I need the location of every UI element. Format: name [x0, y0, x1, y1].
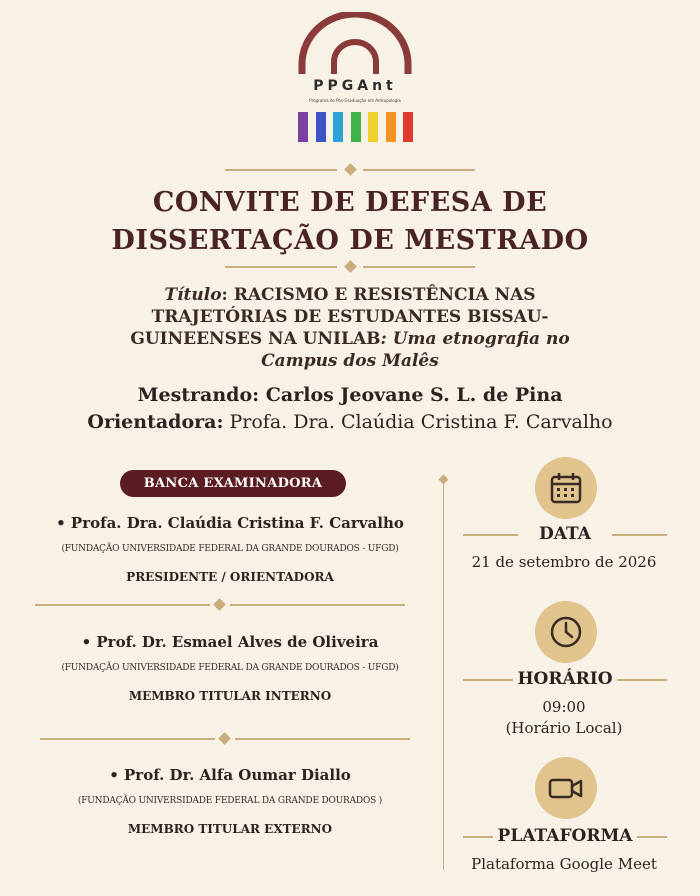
title-line-2: DISSERTAÇÃO DE MESTRADO — [111, 225, 589, 256]
thesis-subtitle: : Uma etnografia no Campus dos Malês — [261, 329, 570, 371]
thesis-title — [100, 284, 600, 372]
orientadora-label: Orientadora: — [87, 411, 224, 433]
plataforma-label — [455, 826, 675, 846]
member-name: • Profa. Dra. Claúdia Cristina F. Carvalho — [56, 514, 404, 532]
video-camera-icon — [535, 757, 597, 819]
vertical-divider — [443, 480, 444, 870]
top-divider — [225, 163, 475, 177]
member-name: • Prof. Dr. Esmael Alves de Oliveira — [81, 633, 379, 651]
member-divider — [35, 598, 405, 612]
calendar-icon — [535, 457, 597, 519]
mestrando-line — [0, 384, 700, 406]
data-label — [455, 524, 675, 544]
horario-label — [455, 669, 675, 689]
horario-value — [444, 697, 684, 739]
logo-wordmark: PPGAnt — [313, 78, 397, 94]
member-institution: (FUNDAÇÃO UNIVERSIDADE FEDERAL DA GRANDE DOURADOS ) — [77, 796, 383, 806]
member-role: MEMBRO TITULAR INTERNO — [128, 689, 332, 703]
banca-badge: BANCA EXAMINADORA — [120, 470, 346, 497]
plataforma-value: Plataforma Google Meet — [471, 855, 657, 873]
title-divider — [225, 260, 475, 274]
clock-icon — [535, 601, 597, 663]
ppgant-logo — [290, 12, 420, 134]
horario-note: (Horário Local) — [505, 719, 623, 737]
logo-arch-icon — [296, 12, 414, 76]
title-line-1: CONVITE DE DEFESA DE — [152, 187, 548, 218]
plataforma-label-text: PLATAFORMA — [497, 826, 633, 846]
member-role: PRESIDENTE / ORIENTADORA — [126, 570, 334, 584]
data-label-text: DATA — [539, 524, 591, 544]
member-institution: (FUNDAÇÃO UNIVERSIDADE FEDERAL DA GRANDE DOURADOS - UFGD) — [61, 544, 399, 554]
thesis-label: Título — [164, 285, 222, 305]
thesis-text: : RACISMO E RESISTÊNCIA NAS TRAJETÓRIAS DE ESTUDANTES BISSAU-GUINEENSES NA UNILAB — [130, 285, 549, 349]
banca-member — [20, 766, 440, 836]
page-title — [0, 184, 700, 260]
mestrando-name: Carlos Jeovane S. L. de Pina — [265, 384, 563, 406]
data-value: 21 de setembro de 2026 — [471, 553, 657, 571]
horario-time: 09:00 — [542, 698, 586, 716]
horario-label-text: HORÁRIO — [517, 669, 613, 689]
orientadora-line — [0, 411, 700, 433]
member-name: • Prof. Dr. Alfa Oumar Diallo — [109, 766, 351, 784]
logo-color-bars — [298, 112, 413, 142]
orientadora-name: Profa. Dra. Claúdia Cristina F. Carvalho — [229, 411, 613, 433]
member-divider — [40, 732, 410, 746]
member-institution: (FUNDAÇÃO UNIVERSIDADE FEDERAL DA GRANDE DOURADOS - UFGD) — [61, 663, 399, 673]
banca-member — [20, 514, 440, 584]
mestrando-label: Mestrando: — [137, 384, 260, 406]
banca-member — [20, 633, 440, 703]
vertical-divider-diamond — [439, 475, 449, 485]
logo-subtitle: Programa de Pós-Graduação em Antropologia — [309, 98, 401, 103]
member-role: MEMBRO TITULAR EXTERNO — [127, 822, 333, 836]
